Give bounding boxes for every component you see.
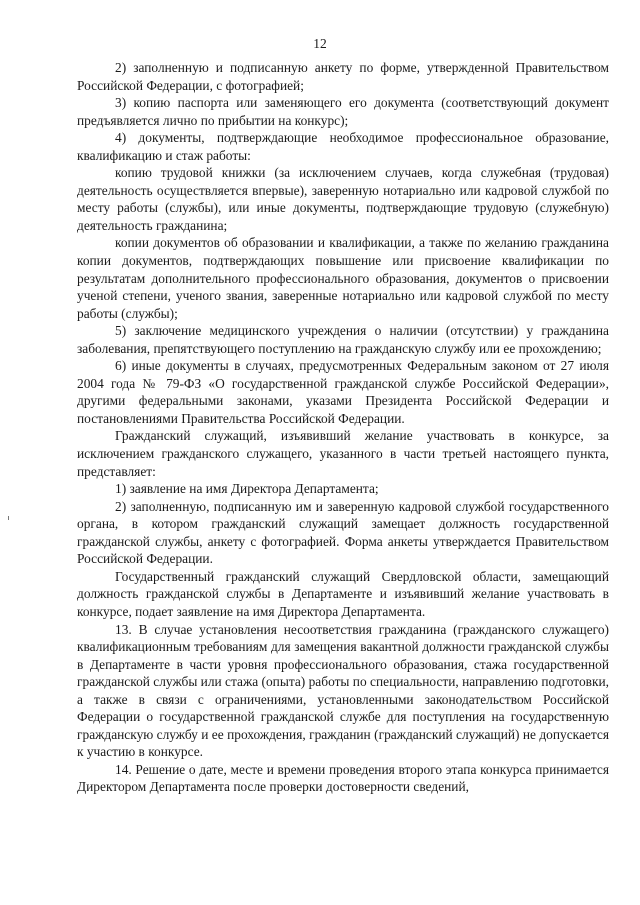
paragraph-sverdlovsk-servant: Государственный гражданский служащий Свердловской области, замещающий должность гражданской службы в Департаменте и изъявивший желание участвовать в конкурсе, подает заявление на имя Директора Департамента. (77, 568, 609, 619)
paragraph-servant-item-2: 2) заполненную, подписанную им и заверенную кадровой службой государственного органа, в котором гражданский служащий замещает должность государственной гражданской службы, анкету с фотографией. Форма анкеты утверждается Правительством Российской Федерации. (77, 498, 609, 567)
document-body (77, 59, 609, 796)
paragraph-clause-14: 14. Решение о дате, месте и времени проведения второго этапа конкурса принимается Директором Департамента после проверки достоверности сведений, (77, 761, 609, 795)
paragraph-education-docs: копии документов об образовании и квалификации, а также по желанию гражданина копии документов, подтверждающих повышение или присвоение квалификации по результатам дополнительного профессионального образования, документов о присвоении ученой степени, ученого звания, заверенные нотариально или кадровой службой по месту работы (службы); (77, 235, 609, 321)
paragraph-item-2: 2) заполненную и подписанную анкету по форме, утвержденной Правительством Российской Федерации, с фотографией; (77, 60, 609, 93)
paragraph-clause-13: 13. В случае установления несоответствия гражданина (гражданского служащего) квалификационным требованиям для замещения вакантной должности гражданской службы в Департаменте в части уровня профессионального образования, стажа государственной гражданской службы или стажа (опыта) работы по специальности, направлению подготовки, а также в связи с ограничениями, установленными законодательством Российской Федерации о государственной гражданской службе для поступления на государственную гражданскую службу и ее прохождения, гражданин (гражданский служащий) не допускается к участию в конкурсе. (77, 621, 609, 760)
page-number: 12 (313, 36, 327, 51)
paragraph-item-5: 5) заключение медицинского учреждения о наличии (отсутствии) у гражданина заболевания, препятствующего поступлению на гражданскую службу или ее прохождению; (77, 323, 609, 356)
paragraph-servant-item-1: 1) заявление на имя Директора Департамента; (115, 481, 379, 497)
paragraph-item-3: 3) копию паспорта или заменяющего его документа (соответствующий документ предъявляется лично по прибытии на конкурс); (77, 95, 609, 128)
paragraph-item-4: 4) документы, подтверждающие необходимое профессиональное образование, квалификацию и стаж работы: (77, 130, 609, 163)
paragraph-civil-servant: Гражданский служащий, изъявивший желание участвовать в конкурсе, за исключением гражданского служащего, указанного в части третьей настоящего пункта, представляет: (77, 428, 609, 479)
paragraph-item-6: 6) иные документы в случаях, предусмотренных Федеральным законом от 27 июля 2004 года № 79-ФЗ «О государственной гражданской службе Российской Федерации», другими федеральными законами, указами Президента Российской Федерации и постановлениями Правительства Российской Федерации. (77, 358, 609, 426)
paragraph-work-book: копию трудовой книжки (за исключением случаев, когда служебная (трудовая) деятельность осуществляется впервые), заверенную нотариально или кадровой службой по месту работы (службы), или иные документы, подтверждающие трудовую (служебную) деятельность гражданина; (77, 165, 609, 233)
margin-mark (8, 516, 9, 520)
